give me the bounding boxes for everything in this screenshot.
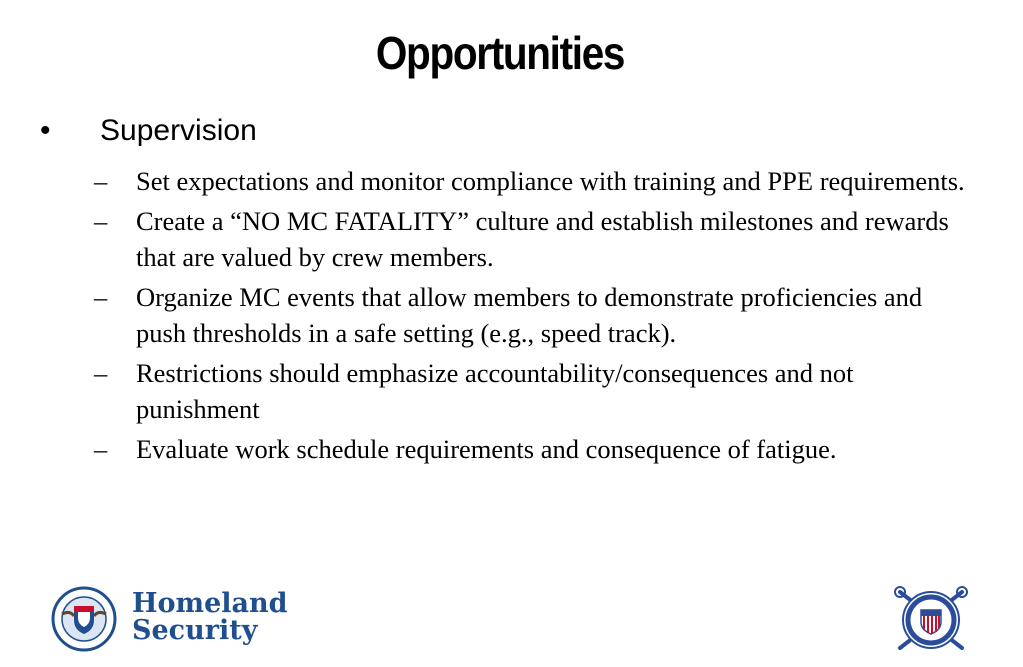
dhs-wordmark-line2: Security <box>132 615 258 646</box>
dash-marker: – <box>94 166 108 196</box>
sub-bullet-text: Evaluate work schedule requirements and consequence of fatigue. <box>136 434 837 464</box>
sub-bullet <box>94 163 974 199</box>
dhs-wordmark <box>132 590 288 644</box>
slide-title: Opportunities <box>375 27 625 79</box>
sub-bullet <box>94 355 974 427</box>
dhs-logo <box>48 586 308 652</box>
sub-bullet-text: Organize MC events that allow members to demonstrate proficiencies and push thresholds in a safe setting (e.g., speed track). <box>136 282 923 348</box>
dash-marker: – <box>94 434 108 464</box>
dhs-seal-icon <box>48 586 120 652</box>
dhs-wordmark-line1: Homeland <box>132 588 288 619</box>
sub-bullet-list <box>94 163 974 471</box>
sub-bullet-text: Set expectations and monitor compliance with training and PPE requirements. <box>136 166 965 196</box>
dash-marker: – <box>94 206 108 236</box>
sub-bullet <box>94 431 974 467</box>
dash-marker: – <box>94 282 108 312</box>
uscg-seal-icon <box>890 584 972 656</box>
sub-bullet-text: Restrictions should emphasize accountability/consequences and not punishment <box>136 358 854 424</box>
bullet-marker: • <box>40 114 51 147</box>
sub-bullet-text: Create a “NO MC FATALITY” culture and establish milestones and rewards that are valued by crew members. <box>136 206 949 272</box>
sub-bullet <box>94 279 974 351</box>
dash-marker: – <box>94 358 108 388</box>
sub-bullet <box>94 203 974 275</box>
bullet-text: Supervision <box>100 114 257 147</box>
